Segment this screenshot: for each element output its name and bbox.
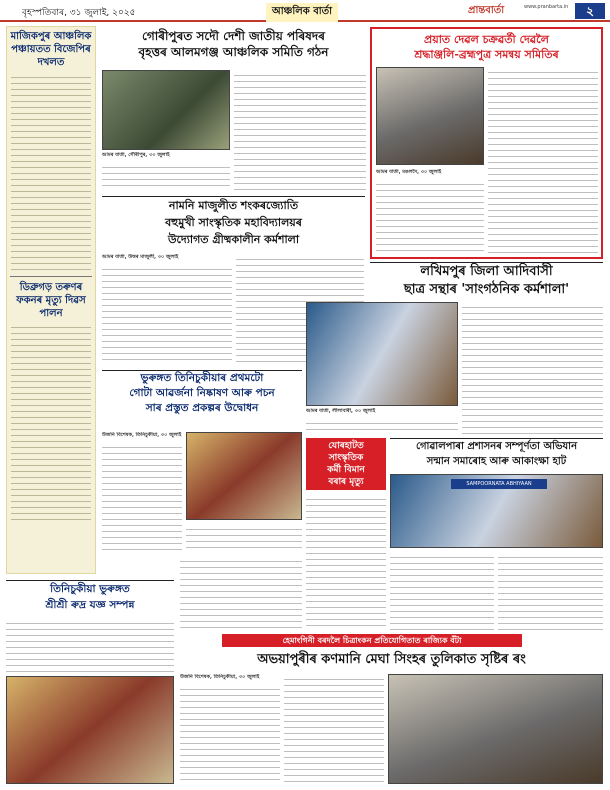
issue-date: বৃহস্পতিবাৰ, ৩১ জুলাই, ২০২৫ xyxy=(22,8,136,18)
tribute-headline-line2: শ্ৰদ্ধাঞ্জলি-ব্ৰহ্মপুত্ৰ সমন্বয় সমিতিৰ xyxy=(414,48,559,61)
website-url: www.pranbarta.in xyxy=(524,4,569,10)
lakhimpur-body-right xyxy=(462,302,603,434)
lakhimpur-headline-line1: লখিমপুৰ জিলা আদিবাসী xyxy=(420,264,553,279)
lakhimpur-group-photo xyxy=(306,302,458,406)
left-story2-body xyxy=(11,322,91,522)
top-story-body-right xyxy=(234,70,366,190)
workshop-headline-line2: বহুমুখী সাংস্কৃতিক মহাবিদ্যালয়ৰ xyxy=(165,216,302,229)
goalpara-body-right xyxy=(498,552,603,630)
workshop-body-left xyxy=(102,264,232,364)
rudra-body xyxy=(6,618,174,672)
goalpara-headline-line2: সন্মান সমাৰোহ আৰু আকাংক্ষা হাট xyxy=(426,456,567,467)
goalpara-photo xyxy=(390,474,603,548)
goalpara-headline-line1: গোৱালপাৰা প্ৰশাসনৰ সম্পূৰ্ণতা অভিযান xyxy=(415,441,578,452)
section-title: আঞ্চলিক বাৰ্তা xyxy=(266,3,338,22)
top-story-dateline: আমৰ বাৰ্তা, গৌৰীপুৰ, ৩০ জুলাই xyxy=(102,152,170,158)
tribute-body-right xyxy=(488,67,598,253)
goalpara-banner: SAMPOORNATA ABHIYAAN xyxy=(451,479,547,489)
painting-award-photo xyxy=(388,674,603,784)
tribute-headline-line1: প্ৰয়াত দেৱল চক্ৰৱৰ্তী দেৱলৈ xyxy=(424,33,549,46)
rudra-headline-line1: তিনিচুকীয়া ভুৰুঙ্গত xyxy=(50,583,130,595)
page-number: ২ xyxy=(575,3,605,19)
tribute-dateline: আমৰ বাৰ্তা, মঙলদৈ, ৩০ জুলাই xyxy=(376,169,442,175)
painting-kicker: হেমাংগিনী বৰদলৈ চিত্ৰাংকন প্ৰতিযোগিতাত ৰাজ্যিক বঁটা xyxy=(222,634,522,647)
left-story1-body xyxy=(11,72,91,272)
tribute-body-left xyxy=(376,179,484,253)
top-story-headline-line2: বৃহত্তৰ আলমগঞ্জ আঞ্চলিক সমিতি গঠন xyxy=(138,45,329,59)
waste-project-headline-line2: গোটা আৱৰ্জনা নিষ্কাষণ আৰু পচন xyxy=(129,387,275,399)
painting-body-col2 xyxy=(284,674,384,784)
jorhat-headline-line4: বৰাৰ মৃত্যু xyxy=(328,477,364,487)
painting-headline: অভয়াপুৰীৰ কণমানি মেঘা সিংহৰ তুলিকাত সৃষ্টিৰ ৰং xyxy=(257,652,526,667)
rudra-headline xyxy=(6,580,174,617)
masthead xyxy=(0,0,610,22)
lakhimpur-headline xyxy=(370,262,603,301)
jorhat-headline-box xyxy=(306,438,386,490)
rudra-headline-line2: শ্ৰীশ্ৰী ৰুদ্ৰ যজ্ঞ সম্পন্ন xyxy=(45,599,135,611)
jorhat-headline-line3: কৰ্মী বিমান xyxy=(327,465,365,475)
waste-project-body-right xyxy=(186,524,302,550)
jorhat-headline-line1: যোৰহাটত xyxy=(328,441,364,451)
top-story-photo xyxy=(102,70,230,150)
workshop-headline-line1: নামনি মাজুলীত শংকৰজ্যোতি xyxy=(168,199,299,212)
top-story-headline-line1: গোৰীপুৰত সদৌ দেশী জাতীয় পৰিষদৰ xyxy=(142,29,325,43)
painting-dateline: উজনি বিশেষক, তিনিচুকীয়া, ৩০ জুলাই xyxy=(180,674,260,680)
jorhat-headline-line2: সাংস্কৃতিক xyxy=(328,453,364,463)
lakhimpur-headline-line2: ছাত্ৰ সন্থাৰ 'সাংগঠনিক কৰ্মশালা' xyxy=(403,282,570,297)
top-story-headline xyxy=(102,28,365,68)
waste-project-headline-line1: ভুৰুঙ্গত তিনিচুকীয়াৰ প্ৰথমটো xyxy=(140,372,264,384)
waste-project-headline-line3: সাৰ প্ৰস্তুত প্ৰকল্পৰ উদ্বোধন xyxy=(145,402,259,414)
newspaper-logo: প্ৰান্তবাৰ্তা xyxy=(468,5,505,16)
workshop-dateline: আমৰ বাৰ্তা, উত্তৰ মাজুলী, ৩০ জুলাই xyxy=(102,254,179,260)
waste-project-dateline: উজনি বিশেষক, তিনিচুকীয়া, ৩০ জুলাই xyxy=(102,432,182,438)
jorhat-body xyxy=(306,494,386,630)
left-story1-headline: মাজিকপুৰ আঞ্চলিক পঞ্চায়তত বিজেপিৰ দখলত xyxy=(10,31,92,68)
goalpara-headline xyxy=(390,438,603,473)
left-story2-headline: ডিব্ৰুগড় তৰুণৰ ফকনৰ মৃত্যু দিৱস পালন xyxy=(16,282,86,319)
painting-body-col1 xyxy=(180,684,280,784)
left-column xyxy=(6,26,96,574)
lakhimpur-dateline: আমৰ বাৰ্তা, লীলাবাৰী, ৩০ জুলাই xyxy=(306,408,376,414)
lakhimpur-body-left xyxy=(306,418,458,434)
waste-project-photo xyxy=(186,432,302,520)
goalpara-body-left xyxy=(390,552,494,630)
waste-project-body-left xyxy=(102,442,182,550)
continuation-body xyxy=(180,556,302,630)
tribute-portrait xyxy=(376,67,484,165)
workshop-headline xyxy=(102,196,365,251)
top-story-body-left xyxy=(102,162,230,190)
rudra-yajna-photo xyxy=(6,676,174,784)
tribute-box xyxy=(370,27,603,259)
waste-project-headline xyxy=(102,370,302,429)
workshop-headline-line3: উদ্যোগত গ্ৰীষ্মকালীন কৰ্মশালা xyxy=(167,233,300,246)
